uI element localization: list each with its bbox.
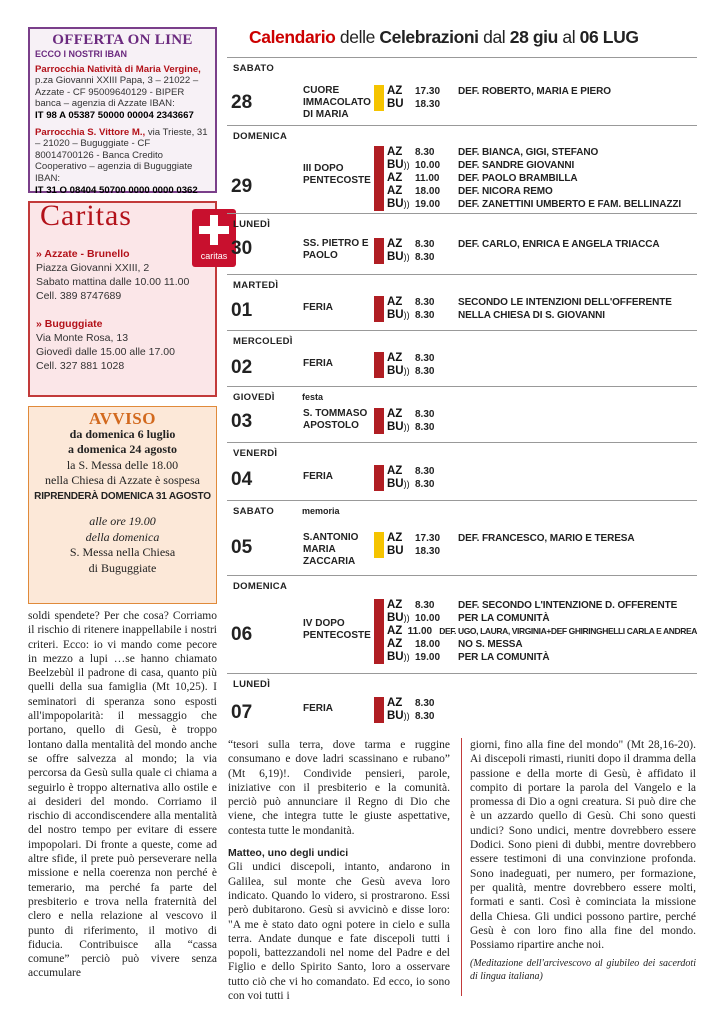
day-name: LUNEDÌ (233, 679, 271, 690)
mass-row (387, 532, 697, 545)
church-code: AZ (387, 352, 403, 364)
day-label: IV DOPO PENTECOSTE (303, 618, 371, 641)
caritas-group-azzate (36, 247, 189, 303)
day-label: III DOPO PENTECOSTE (303, 163, 371, 186)
offerta-subtitle: ECCO I NOSTRI IBAN (35, 49, 128, 59)
livestream-icon: )) (403, 366, 410, 376)
day-name: SABATO (233, 63, 275, 74)
mass-time: 10.00 (415, 612, 441, 624)
mass-intention: DEF. SECONDO L'INTENZIONE D. OFFERENTE (458, 599, 678, 611)
mass-time: 8.30 (415, 409, 435, 420)
article-paragraph: Gli undici discepoli, intanto, andarono in Galilea, sul monte che Gesù aveva loro indicato. Quando lo videro, si prostrarono. Essi però dubitarono. Gesù si avvicinò e disse loro: "A me è stato dato ogni potere in cielo e sulla terra. Andate dunque e fate discepoli tutti i popoli, battezzandoli nel nome del Padre e del Figlio e dello Spirito Santo, loro a osservare tutto ciò che vi ho comandato. Ed ecco, io sono con voi tutti i (228, 861, 450, 1003)
avviso-line: a domenica 24 agosto (68, 442, 177, 456)
church-code: AZ (387, 85, 403, 97)
title-part: delle (339, 27, 375, 47)
group-head: Azzate - Brunello (44, 248, 130, 260)
day-label: CUORE IMMACOLATO DI MARIA (303, 85, 371, 120)
mass-row (387, 651, 697, 664)
day-label: S. TOMMASO APOSTOLO (303, 408, 368, 431)
mass-row (387, 408, 697, 421)
article-section-head: Matteo, uno degli undici (228, 847, 349, 860)
livestream-icon: )) (403, 251, 410, 262)
livestream-icon: )) (403, 160, 410, 170)
mass-time: 8.30 (415, 466, 435, 477)
mass-list (387, 599, 697, 664)
mass-row (387, 365, 697, 378)
day-name: GIOVEDÌ (233, 392, 275, 403)
church-code: AZ (387, 624, 403, 637)
mass-row (387, 545, 697, 558)
day-number: 02 (231, 357, 253, 378)
title-part: Celebrazioni (379, 27, 479, 47)
church-code: AZ (387, 465, 403, 477)
caritas-logo-sub: caritas (200, 251, 228, 261)
liturgical-color-bar (374, 408, 384, 434)
mass-row (387, 159, 697, 172)
article-column-3 (470, 738, 696, 983)
calendar-title (227, 27, 697, 51)
church-code: BU (387, 544, 404, 557)
avviso-line: della domenica (85, 529, 160, 544)
day-number: 05 (231, 537, 253, 558)
mass-time: 19.00 (415, 199, 441, 210)
church-code: BU (387, 611, 404, 624)
mass-intention: PER LA COMUNITÀ (458, 612, 550, 624)
mass-row (387, 625, 697, 638)
church-code: BU (387, 365, 404, 377)
livestream-icon: )) (403, 612, 410, 623)
day-number: 01 (231, 300, 253, 321)
mass-list (387, 146, 697, 211)
livestream-icon: )) (403, 310, 410, 320)
liturgical-color-bar (374, 352, 384, 378)
livestream-icon: )) (403, 479, 410, 489)
mass-row (387, 697, 697, 710)
day-number: 07 (231, 702, 253, 723)
calendar-day (227, 274, 697, 330)
calendar-day (227, 442, 697, 500)
title-part: al (562, 27, 576, 47)
mass-intention: NO S. MESSA (458, 638, 523, 650)
article-column-1: soldi spendete? Per che cosa? Corriamo il rischio di ritenere inappellabile i nostri criteri. Ecco: io vi mando come pecore in mezzo a lupi …se hanno chiamato Beelzebùl il padrone di casa, quanto più quelli della sua famiglia (Mt 10,25). I seminatori di speranza sono esposti all'impopolarità: il messaggio che portano, quello di Gesù, è troppo lontano dalla mentalità del mondo anche se offre salvezza al mondo; la via percorsa da Gesù sulla quale ci chiama a seguirlo è troppo alternativa allo ostile e ai desideri del mondo. Corriamo il rischio di accondiscendere alla mentalità del nostro tempo per evitare di essere impopolari. Di fronte a queste, come ad altre sfide, il prete può perseverare nella missione e nella coerenza non perché è temerario, ma perché fa parte del presbiterio e trova nella fraternità del clero e nella relazione al vescovo il punto di riferimento, il motivo di fiducia. Contribuisce alla “cassa comune” perciò può vivere senza accumulare (28, 610, 217, 980)
day-name: DOMENICA (233, 131, 288, 142)
day-label: FERIA (303, 471, 333, 482)
calendar-day (227, 386, 697, 442)
livestream-icon: )) (403, 199, 410, 209)
parish-name: Parrocchia S. Vittore M., (35, 126, 146, 138)
group-head: Buguggiate (44, 318, 103, 330)
offerta-online-box (28, 27, 217, 196)
mass-row (387, 185, 697, 198)
mass-intention: SECONDO LE INTENZIONI DELL'OFFERENTE (458, 297, 672, 308)
mass-row (387, 465, 697, 478)
day-label: SS. PIETRO E PAOLO (303, 237, 369, 261)
livestream-icon: )) (403, 651, 410, 662)
mass-row (387, 238, 697, 251)
group-hours: Giovedì dalle 15.00 alle 17.00 (36, 346, 175, 358)
mass-intention: DEF. FRANCESCO, MARIO E TERESA (458, 532, 635, 544)
parish-name: Parrocchia Natività di Maria Vergine, (35, 63, 201, 75)
day-label: S.ANTONIO MARIA ZACCARIA (303, 531, 359, 567)
mass-row (387, 599, 697, 612)
mass-time: 8.30 (415, 238, 435, 250)
liturgical-color-bar (374, 238, 384, 264)
mass-row (387, 478, 697, 491)
church-code: AZ (387, 697, 403, 709)
avviso-line: S. Messa nella Chiesa (69, 545, 176, 559)
church-code: BU (387, 250, 404, 263)
mass-intention: DEF. UGO, LAURA, VIRGINIA+DEF GHIRINGHELLI CARLA E ANDREA (439, 625, 697, 636)
church-code: BU (387, 478, 404, 490)
liturgical-color-bar (374, 146, 384, 211)
avviso-title: AVVISO (89, 409, 156, 428)
group-phone: Cell. 327 881 1028 (36, 360, 125, 372)
mass-time: 17.30 (415, 86, 441, 97)
liturgical-color-bar (374, 697, 384, 723)
day-number: 06 (231, 624, 253, 645)
calendar-day (227, 125, 697, 213)
day-name: SABATO (233, 506, 275, 517)
church-code: BU (387, 309, 404, 321)
church-code: AZ (387, 146, 403, 158)
mass-time: 8.30 (415, 251, 435, 263)
mass-row (387, 172, 697, 185)
iban-code: IT 31 O 08404 50700 0000 0000 0362 (35, 184, 198, 196)
mass-list (387, 697, 697, 723)
church-code: AZ (387, 531, 403, 544)
mass-list (387, 352, 697, 378)
article-source: (Meditazione dell'arcivescovo al giubileo dei sacerdoti di lingua italiana) (470, 958, 696, 982)
mass-intention: DEF. BIANCA, GIGI, STEFANO (458, 147, 599, 158)
title-part: Calendario (249, 27, 336, 47)
mass-time: 8.30 (415, 147, 435, 158)
mass-intention: DEF. NICORA REMO (458, 186, 553, 197)
offerta-title: OFFERTA ON LINE (52, 32, 193, 48)
group-address: Via Monte Rosa, 13 (36, 332, 129, 344)
calendar-day (227, 57, 697, 125)
mass-time: 8.30 (415, 698, 435, 709)
mass-row (387, 612, 697, 625)
day-name: VENERDÌ (233, 448, 278, 459)
mass-row (387, 421, 697, 434)
mass-row (387, 85, 697, 98)
mass-intention: NELLA CHIESA DI S. GIOVANNI (458, 310, 605, 321)
mass-time: 8.30 (415, 711, 435, 722)
day-name: LUNEDÌ (233, 219, 271, 230)
mass-intention: DEF. ROBERTO, MARIA E PIERO (458, 86, 611, 97)
mass-intention: PER LA COMUNITÀ (458, 651, 550, 663)
day-label: FERIA (303, 302, 333, 313)
liturgical-color-bar (374, 599, 384, 664)
article-column-2 (228, 738, 450, 1003)
mass-list (387, 85, 697, 111)
church-code: AZ (387, 598, 403, 611)
arrow-icon: » (36, 248, 42, 260)
caritas-logo-text: Caritas (40, 199, 132, 232)
livestream-icon: )) (403, 422, 410, 432)
mass-time: 18.00 (415, 186, 441, 197)
church-code: AZ (387, 408, 403, 420)
mass-time: 10.00 (415, 160, 441, 171)
mass-intention: DEF. SANDRE GIOVANNI (458, 160, 575, 171)
calendar (227, 27, 697, 723)
group-phone: Cell. 389 8747689 (36, 290, 122, 302)
avviso-line: di Buguggiate (88, 560, 157, 575)
mass-time: 8.30 (415, 479, 435, 490)
iban-parish-buguggiate (35, 127, 210, 197)
mass-intention: DEF. CARLO, ENRICA E ANGELA TRIACCA (458, 238, 660, 250)
mass-time: 11.00 (407, 625, 433, 637)
mass-intention: DEF. ZANETTINI UMBERTO E FAM. BELLINAZZI (458, 199, 682, 210)
article-paragraph: giorni, fino alla fine del mondo" (Mt 28,16-20). Ai discepoli rimasti, riuniti dopo il dramma della passione e della morte di Gesù, è affidato il compito di portare la parola del Vangelo e la promessa di Dio a ogni creatura. Si può dire che è un azzardo quello di Gesù. Chi sono questi undici? Sono undici, mentre dovrebbero essere Dodici. Sono pieni di dubbi, mentre dovrebbero essere testimoni di una convinzione profonda. Sono inadeguati, per numero, per formazione, per qualità, mentre dovrebbero essere molti, formati e santi. Così è cominciata la missione della Chiesa. Gli undici possono partire, perché Gesù è con loro fino alla fine del mondo. Possiamo ripartire anche noi. (470, 739, 696, 952)
day-name: MERCOLEDÌ (233, 336, 293, 347)
mass-intention: DEF. PAOLO BRAMBILLA (458, 173, 578, 184)
title-part: 06 LUG (579, 27, 639, 47)
church-code: AZ (387, 185, 403, 197)
avviso-line: la S. Messa delle 18.00 (66, 457, 179, 472)
mass-row (387, 98, 697, 111)
church-code: AZ (387, 237, 403, 250)
day-number: 29 (231, 176, 253, 197)
day-number: 03 (231, 411, 253, 432)
mass-row (387, 710, 697, 723)
avviso-box (28, 406, 217, 604)
mass-row (387, 352, 697, 365)
church-code: AZ (387, 637, 403, 650)
day-note: memoria (302, 506, 340, 516)
livestream-icon: )) (403, 711, 410, 721)
mass-row (387, 309, 697, 322)
mass-time: 8.30 (415, 297, 435, 308)
liturgical-color-bar (374, 532, 384, 558)
mass-row (387, 198, 697, 211)
iban-code: IT 98 A 05387 50000 00004 2343667 (35, 109, 194, 121)
mass-time: 8.30 (415, 599, 435, 611)
calendar-day (227, 575, 697, 673)
group-address: Piazza Giovanni XXIII, 2 (36, 262, 150, 274)
mass-time: 11.00 (415, 173, 440, 184)
mass-time: 19.00 (415, 651, 441, 663)
column-divider (461, 738, 462, 996)
mass-time: 18.30 (415, 545, 441, 557)
avviso-line: da domenica 6 luglio (69, 426, 176, 441)
caritas-box (28, 199, 228, 397)
liturgical-color-bar (374, 296, 384, 322)
liturgical-color-bar (374, 465, 384, 491)
iban-parish-azzate (35, 64, 210, 122)
church-code: AZ (387, 172, 403, 184)
day-name: MARTEDÌ (233, 280, 279, 291)
day-note: festa (302, 392, 324, 402)
mass-row (387, 251, 697, 264)
mass-time: 8.30 (415, 366, 435, 377)
mass-list (387, 465, 697, 491)
calendar-day (227, 673, 697, 733)
calendar-day (227, 500, 697, 575)
church-code: BU (387, 198, 404, 210)
day-label: FERIA (303, 358, 333, 369)
church-code: BU (387, 98, 404, 110)
church-code: AZ (387, 296, 403, 308)
mass-row (387, 638, 697, 651)
church-code: BU (387, 421, 404, 433)
mass-time: 18.00 (415, 638, 441, 650)
church-code: BU (387, 159, 404, 171)
caritas-group-buguggiate (36, 317, 175, 373)
parish-address: p.za Giovanni XXIII Papa, 3 – 21022 – Azzate - CF 95009640129 - BIPER banca – agenzia di Azzate IBAN: (35, 75, 199, 110)
group-hours: Sabato mattina dalle 10.00 11.00 (36, 276, 190, 288)
mass-time: 18.30 (415, 99, 441, 110)
title-part: 28 giu (509, 27, 558, 47)
mass-time: 8.30 (415, 422, 435, 433)
day-number: 28 (231, 92, 253, 113)
arrow-icon: » (36, 318, 42, 330)
church-code: BU (387, 650, 404, 663)
day-number: 30 (231, 238, 253, 259)
mass-list (387, 296, 697, 322)
avviso-line: nella Chiesa di Azzate è sospesa (45, 473, 200, 487)
mass-list (387, 408, 697, 434)
liturgical-color-bar (374, 85, 384, 111)
church-code: BU (387, 710, 404, 722)
mass-time: 8.30 (415, 310, 435, 321)
article-paragraph: “tesori sulla terra, dove tarma e ruggine consumano e dove ladri scassinano e rubano” (Mt 6,19)!. Condivide pensieri, parole, iniziative con il presbiterio e la comunità. perciò può annunciare il Regno di Dio che viene, che integra tutte le giuste aspettative, contesta tutte le mondanità. (228, 739, 450, 837)
mass-time: 8.30 (415, 353, 435, 364)
title-part: dal (483, 27, 506, 47)
mass-list (387, 238, 697, 264)
mass-list (387, 532, 697, 558)
day-number: 04 (231, 469, 253, 490)
avviso-resume: RIPRENDERÀ DOMENICA 31 AGOSTO (34, 490, 211, 502)
avviso-line: alle ore 19.00 (89, 514, 156, 528)
mass-time: 17.30 (415, 532, 441, 544)
calendar-day (227, 330, 697, 386)
calendar-day (227, 213, 697, 274)
parish-address: via Trieste, 31 – 21020 – Buguggiate - CF 80014700126 - Banca Credito Cooperativo – agenzia di Buguggiate IBAN: (35, 126, 208, 184)
mass-row (387, 146, 697, 159)
day-label: FERIA (303, 703, 333, 714)
mass-row (387, 296, 697, 309)
day-name: DOMENICA (233, 581, 288, 592)
